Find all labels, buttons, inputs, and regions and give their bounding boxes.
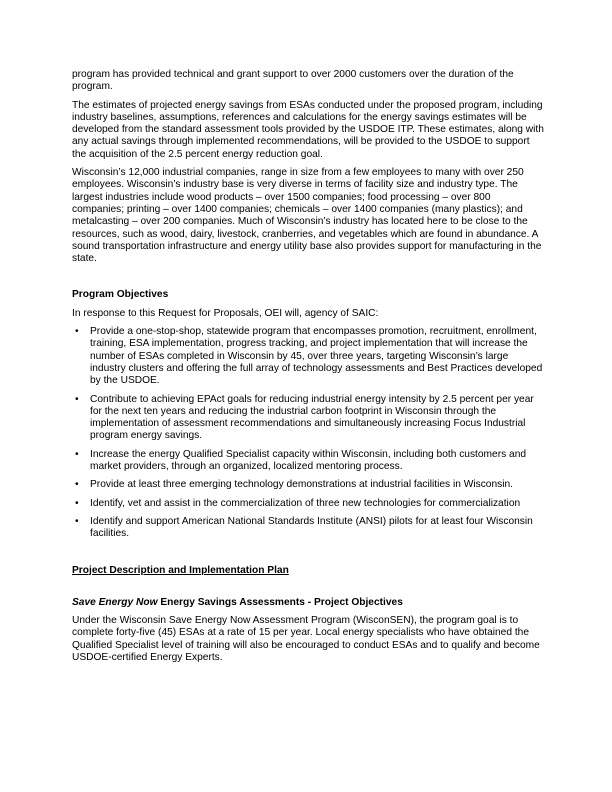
list-item-text: Contribute to achieving EPAct goals for reducing industrial energy intensity by 2.5 percent per year for the next ten years and reducing the industrial carbon footprint in Wisconsin through the implementation of assessment recommendations and simultaneously increasing Focus Industrial program energy savings. [90, 393, 534, 442]
sen-heading-italic: Save Energy Now [72, 596, 158, 608]
program-objectives-heading: Program Objectives [72, 289, 169, 301]
list-item [72, 479, 544, 491]
list-item [72, 516, 544, 541]
bullet-icon: • [75, 479, 79, 491]
sen-section-heading [72, 597, 544, 609]
list-item-text: Provide a one-stop-shop, statewide program that encompasses promotion, recruitment, enrollment, training, ESA implementation, progress tracking, and project implementation that will increase the number of ESAs completed in Wisconsin by 45, over three years, targeting Wisconsin’s large industry clusters and offering the full array of technology assessments and Best Practices developed by the USDOE. [90, 326, 543, 387]
list-item [72, 449, 544, 474]
bullet-icon: • [75, 326, 79, 338]
list-item-text: Identify and support American National Standards Institute (ANSI) pilots for at least four Wisconsin facilities. [90, 515, 533, 540]
project-description-heading: Project Description and Implementation Plan [72, 564, 289, 576]
bullet-icon: • [75, 497, 79, 509]
sen-section-body: Under the Wisconsin Save Energy Now Assessment Program (WisconSEN), the program goal is to complete forty-five (45) ESAs at a rate of 15 per year. Local energy specialists who have obtained the Qualified Specialist level of training will also be encouraged to conduct ESAs and to qualify and become USDOE-certified Energy Experts. [72, 615, 540, 663]
list-item-text: Identify, vet and assist in the commercialization of three new technologies for commercialization [90, 497, 521, 509]
program-objectives-intro: In response to this Request for Proposals, OEI will, agency of SAIC: [72, 307, 379, 319]
paragraph-energy-estimates: The estimates of projected energy savings from ESAs conducted under the proposed program, including industry baselines, assumptions, references and calculations for the energy savings estimates will be developed from the standard assessment tools provided by the USDOE ITP. These estimates, along with any actual savings through implemented recommendations, will be provided to the USDOE to support the acquisition of the 2.5 percent energy reduction goal. [72, 99, 544, 160]
paragraph-program-support: program has provided technical and grant support to over 2000 customers over the duration of the program. [72, 69, 514, 93]
sen-heading-rest: Energy Savings Assessments - Project Objectives [157, 596, 403, 608]
bullet-icon: • [75, 515, 79, 527]
list-item [72, 394, 544, 443]
list-item-text: Increase the energy Qualified Specialist capacity within Wisconsin, including both customers and market providers, through an organized, localized mentoring process. [90, 448, 527, 473]
paragraph-wisconsin-industry: Wisconsin’s 12,000 industrial companies, range in size from a few employees to many with over 250 employees. Wisconsin’s industry base is very diverse in terms of facility size and industry type. The largest industries include wood products – over 1500 companies; food processing – over 800 companies; printing – over 1400 companies; chemicals – over 1400 companies (many plastics); and metalcasting – over 200 companies. Much of Wisconsin’s industry has located here to be close to the resources, such as wood, dairy, livestock, cranberries, and vegetables which are found in abundance. A sound transportation infrastructure and energy utility base also provides support for manufacturing in the state. [72, 167, 542, 265]
list-item [72, 326, 544, 387]
program-objectives-list [72, 326, 544, 540]
list-item [72, 498, 544, 510]
document-page [72, 69, 544, 670]
bullet-icon: • [75, 393, 79, 405]
list-item-text: Provide at least three emerging technology demonstrations at industrial facilities in Wisconsin. [90, 479, 513, 491]
bullet-icon: • [75, 448, 79, 460]
